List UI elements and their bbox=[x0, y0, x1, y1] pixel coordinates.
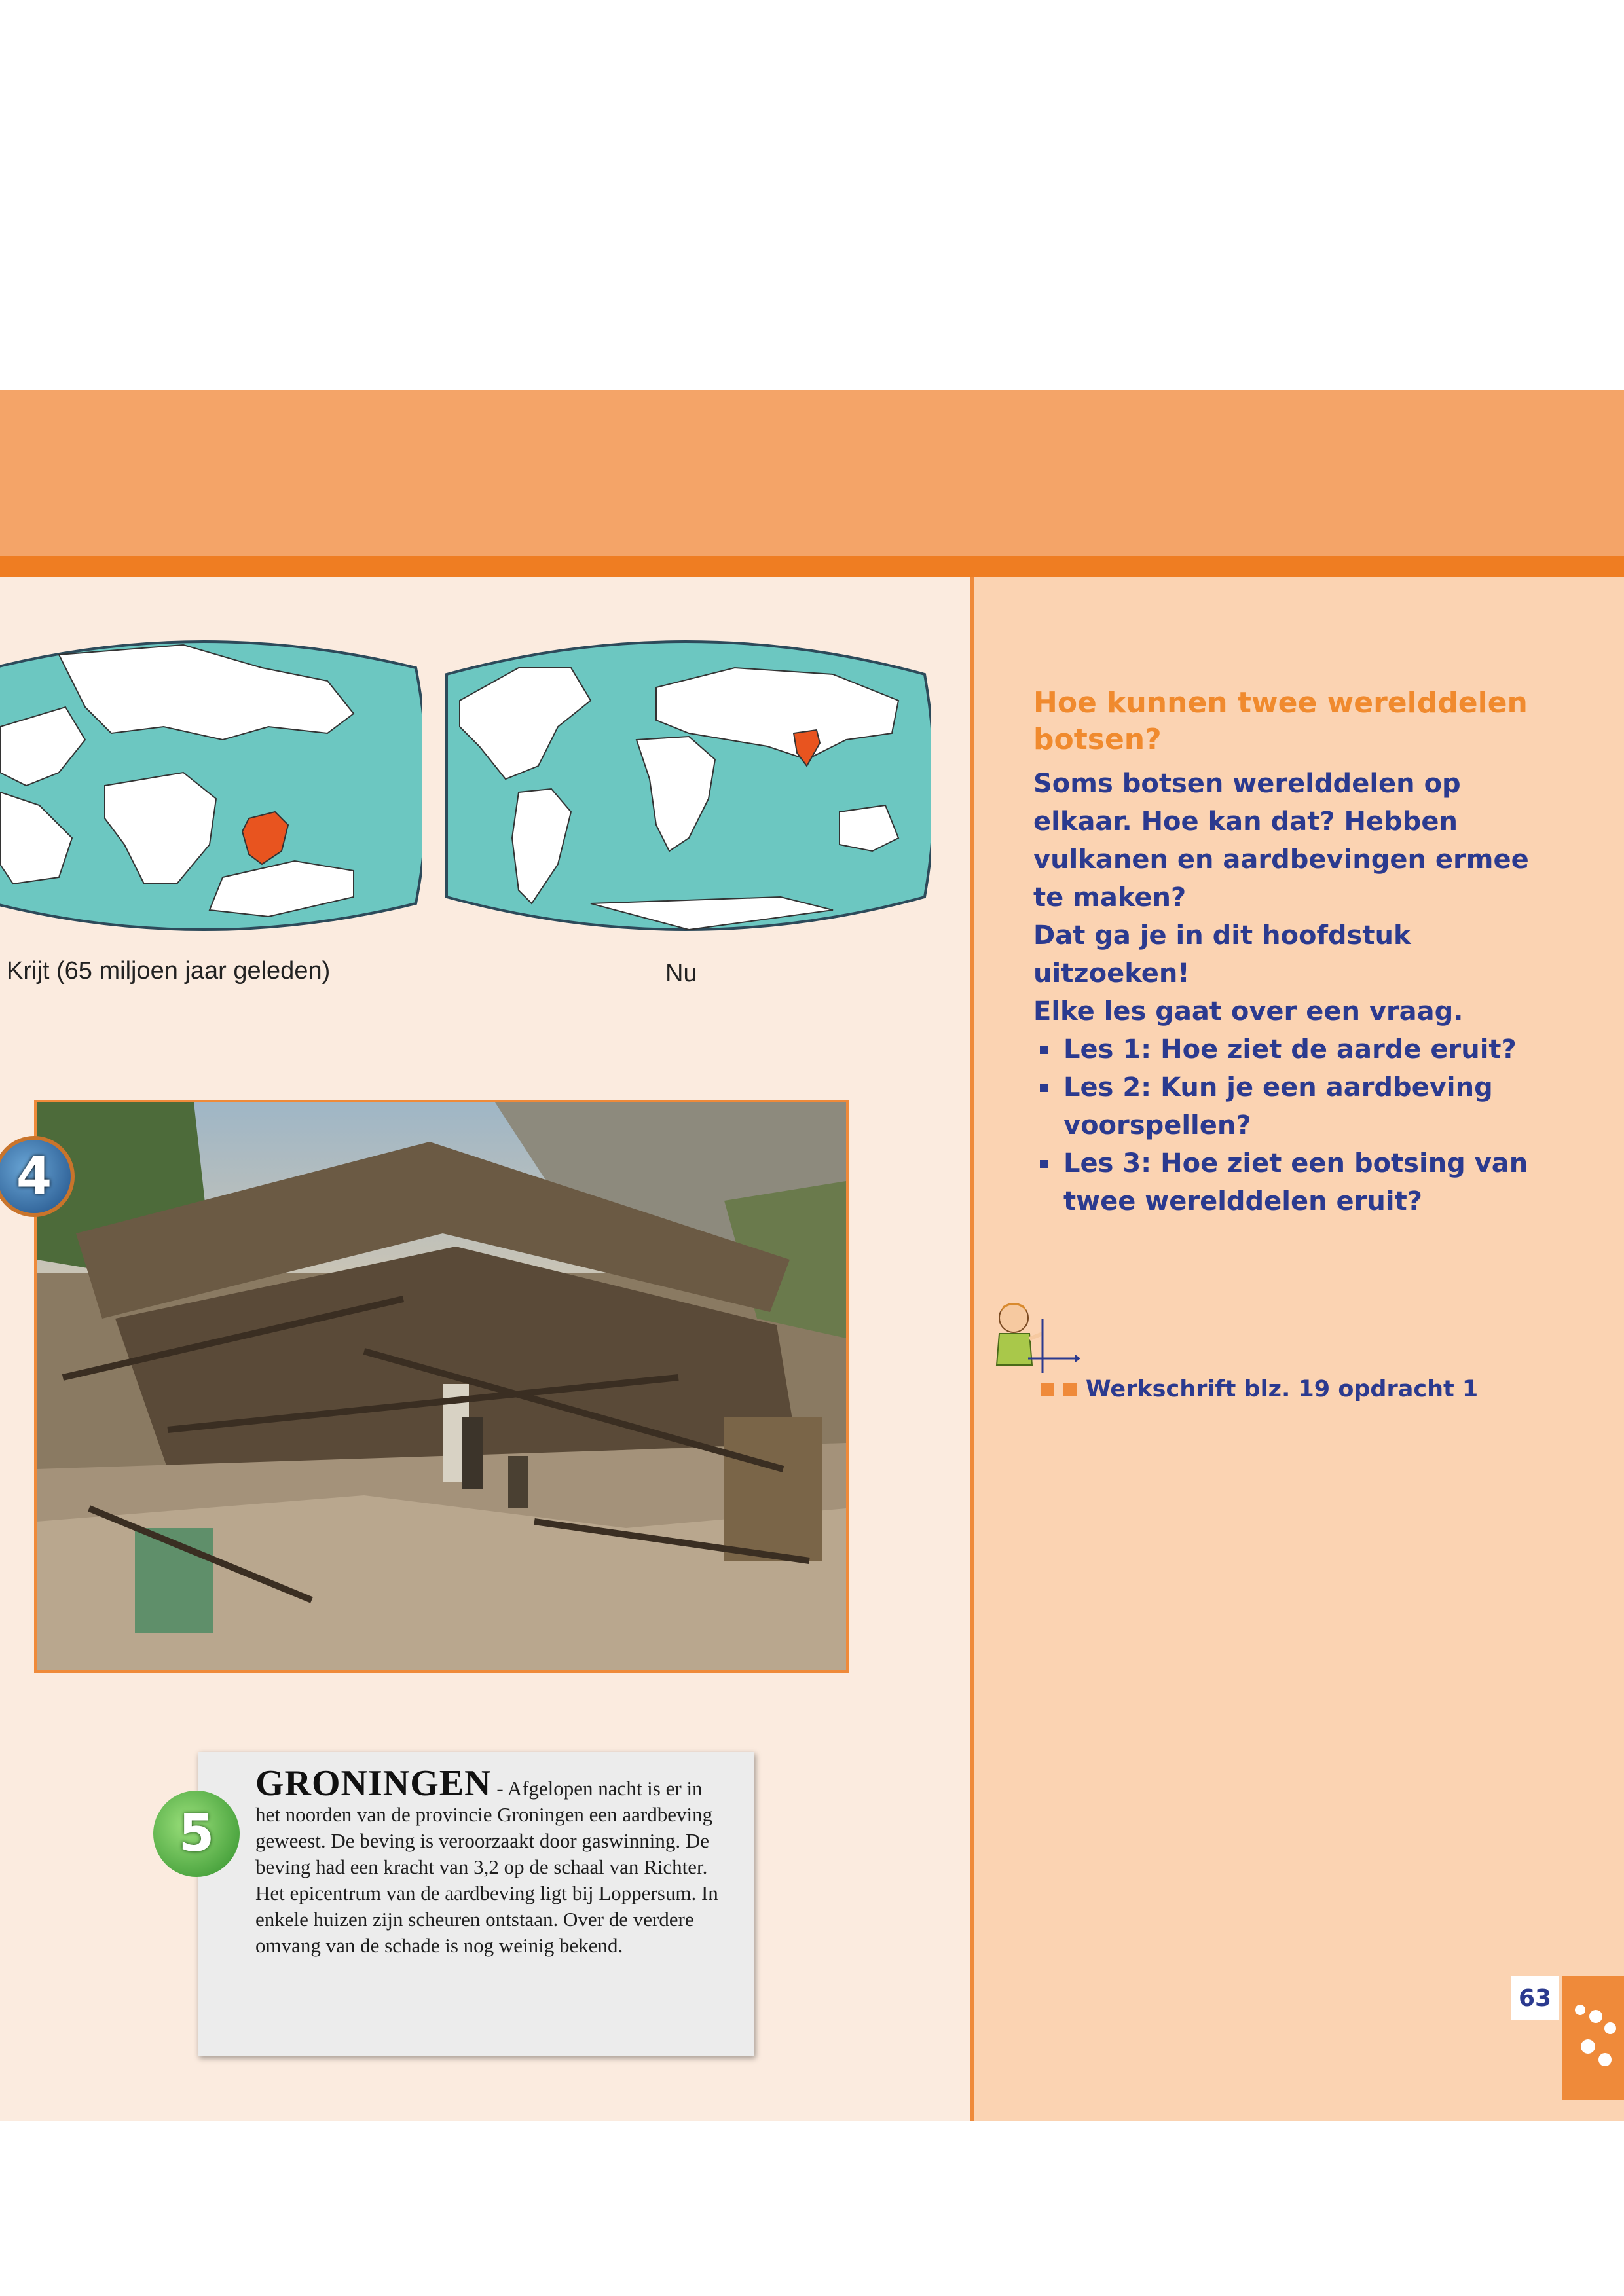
map-krijt bbox=[0, 629, 422, 943]
lesson-list bbox=[1033, 1030, 1557, 1220]
intro-paragraph-2: Dat ga je in dit hoofdstuk uitzoeken! bbox=[1033, 920, 1411, 989]
bullet-square-icon bbox=[1041, 1383, 1054, 1396]
lesson-item-3: Les 3: Hoe ziet een botsing van twee werelddelen eruit? bbox=[1033, 1144, 1557, 1220]
chapter-intro bbox=[1033, 765, 1557, 1220]
workbook-reference bbox=[1041, 1376, 1478, 1402]
clipping-headline: GRONINGEN bbox=[255, 1763, 492, 1804]
earthquake-photo bbox=[34, 1100, 849, 1673]
newspaper-clipping bbox=[198, 1752, 754, 2056]
figure-badge-4: 4 bbox=[0, 1136, 75, 1217]
page-tab bbox=[1562, 1976, 1624, 2100]
intro-paragraph-1: Soms botsen werelddelen op elkaar. Hoe kan dat? Hebben vulkanen en aardbevingen ermee te maken? bbox=[1033, 769, 1529, 913]
figure-badge-5: 5 bbox=[153, 1791, 240, 1877]
clipping-body: - Afgelopen nacht is er in het noorden van de provincie Groningen een aardbeving geweest. De beving is veroorzaakt door gaswinning. De beving had een kracht van 3,2 op de schaal van Richter. Het epicentrum van de aardbeving ligt bij Loppersum. In enkele huizen zijn scheuren ontstaan. Over de verdere omvang van de schade is nog weinig bekend. bbox=[255, 1777, 718, 1957]
lesson-item-2: Les 2: Kun je een aardbeving voorspellen? bbox=[1033, 1068, 1557, 1144]
intro-paragraph-3: Elke les gaat over een vraag. bbox=[1033, 996, 1464, 1027]
bullet-square-icon bbox=[1063, 1383, 1077, 1396]
banner-stripe bbox=[0, 556, 1624, 577]
map-nu-caption: Nu bbox=[665, 960, 697, 987]
map-nu bbox=[440, 629, 931, 943]
chapter-banner bbox=[0, 390, 1624, 556]
page-number: 63 bbox=[1511, 1976, 1559, 2020]
lesson-item-1: Les 1: Hoe ziet de aarde eruit? bbox=[1033, 1030, 1557, 1068]
pointing-boy-icon bbox=[989, 1300, 1080, 1375]
chapter-question: Hoe kunnen twee werelddelen botsen? bbox=[1033, 686, 1528, 756]
workbook-label: Werkschrift blz. 19 opdracht 1 bbox=[1086, 1376, 1479, 1402]
map-krijt-caption: Krijt (65 miljoen jaar geleden) bbox=[7, 957, 331, 985]
